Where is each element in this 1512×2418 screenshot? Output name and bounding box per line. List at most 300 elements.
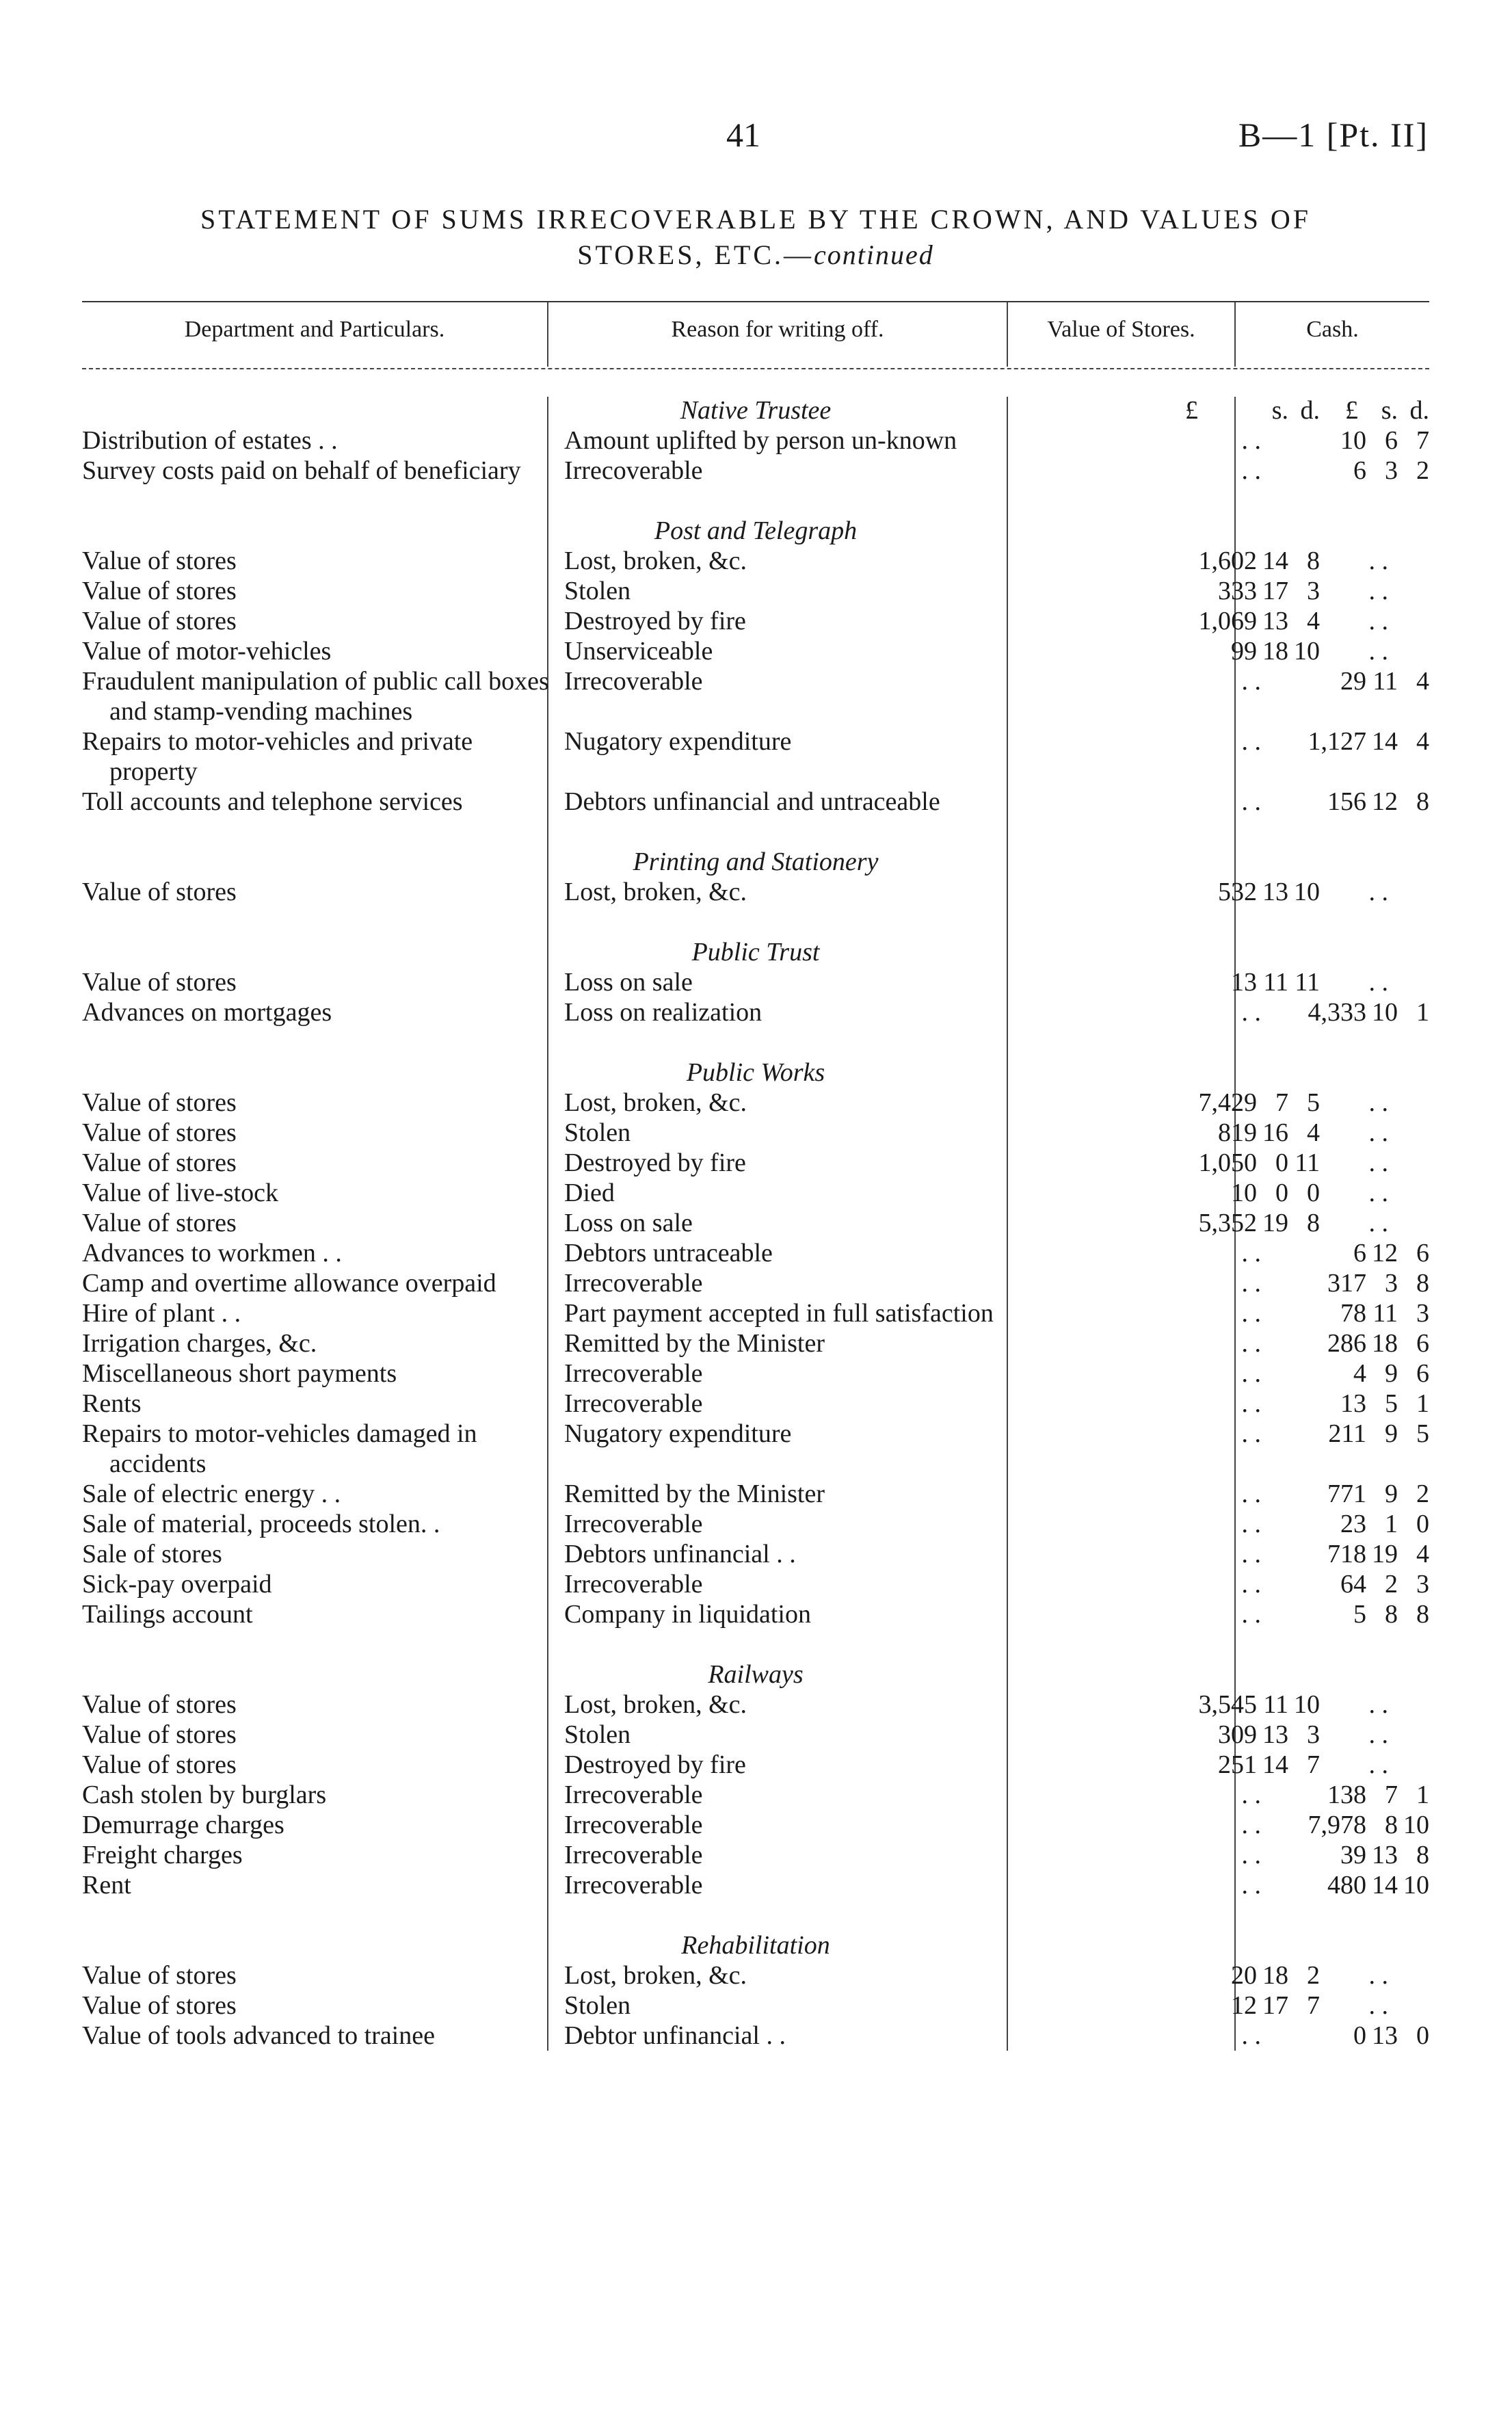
cash-pence: 7 — [1416, 426, 1429, 455]
stores-amount — [1091, 1569, 1320, 1599]
cash-shillings: 3 — [1385, 1269, 1398, 1298]
row-particulars: Repairs to motor-vehicles and private property — [82, 727, 473, 786]
row-particulars: Value of stores — [82, 577, 237, 605]
row-reason-text: Nugatory expenditure — [564, 1419, 792, 1448]
row-reason-text: Lost, broken, &c. — [564, 547, 747, 575]
section-spacer — [82, 486, 1429, 516]
cash-shillings: 10 — [1372, 998, 1398, 1027]
row-stores-value — [1091, 1358, 1320, 1389]
row-reason-text: Irrecoverable — [564, 1570, 703, 1599]
row-stores-value — [1091, 1178, 1320, 1208]
row-stores-value — [1091, 1599, 1320, 1629]
stores-amount — [1091, 1419, 1320, 1449]
cash-shillings: 13 — [1372, 2021, 1398, 2050]
row-stores-value — [1091, 1208, 1320, 1238]
column-header-cash: Cash. — [1306, 317, 1359, 342]
row-particulars: Value of stores — [82, 1209, 237, 1237]
row-particulars: Value of stores — [82, 1750, 237, 1779]
stores-pence: 3 — [1307, 1720, 1320, 1749]
cash-pence: 0 — [1416, 2021, 1429, 2050]
cash-nil-marker: . . — [1368, 1088, 1388, 1117]
row-cash-value — [1335, 1208, 1429, 1238]
table-row — [82, 787, 1429, 817]
stores-amount — [1091, 1780, 1320, 1810]
stores-nil-marker: . . — [1241, 1780, 1261, 1809]
row-stores-value — [1091, 1238, 1320, 1268]
row-reason-text: Debtors unfinancial and untraceable — [564, 787, 940, 816]
row-reason-text: Lost, broken, &c. — [564, 1088, 747, 1117]
row-particulars: Tailings account — [82, 1600, 253, 1629]
row-cash-value — [1335, 1750, 1429, 1780]
row-stores-value — [1091, 967, 1320, 997]
stores-amount — [1091, 606, 1320, 636]
row-stores-value — [1091, 1298, 1320, 1328]
row-particulars: Survey costs paid on behalf of beneficiary — [82, 456, 521, 485]
section-heading: Railways — [708, 1660, 804, 1689]
stores-amount — [1091, 1238, 1320, 1268]
cash-pence: 3 — [1416, 1299, 1429, 1328]
section-heading: Rehabilitation — [681, 1931, 830, 1960]
cash-pence: 1 — [1416, 998, 1429, 1027]
row-reason-text: Debtor unfinancial . . — [564, 2021, 786, 2050]
stores-amount — [1091, 1178, 1320, 1208]
table-row — [82, 1328, 1429, 1358]
cash-amount — [1335, 877, 1429, 907]
cash-pounds: 5 — [1353, 1600, 1366, 1629]
row-cash-value — [1335, 1148, 1429, 1178]
table-row — [82, 1208, 1429, 1238]
stores-pence-unit: d. — [1300, 396, 1320, 425]
cash-amount — [1328, 1419, 1429, 1449]
row-particulars: Value of stores — [82, 547, 237, 575]
stores-pounds: 10 — [1231, 1179, 1257, 1207]
row-particulars: Demurrage charges — [82, 1811, 284, 1839]
row-reason-text: Irrecoverable — [564, 1269, 703, 1298]
table-row — [82, 1960, 1429, 1990]
cash-amount — [1335, 1088, 1429, 1118]
row-reason-text: Lost, broken, &c. — [564, 878, 747, 906]
stores-amount — [1091, 1599, 1320, 1629]
cash-amount — [1327, 1780, 1429, 1810]
cash-amount — [1308, 726, 1429, 757]
cash-pence: 2 — [1416, 456, 1429, 485]
cash-pounds: 23 — [1340, 1510, 1366, 1538]
row-particulars: Cash stolen by burglars — [82, 1780, 327, 1809]
row-cash-value — [1335, 1389, 1429, 1419]
stores-nil-marker: . . — [1241, 727, 1261, 756]
row-cash-value — [1335, 636, 1429, 666]
section-spacer — [82, 817, 1429, 847]
row-stores-value — [1091, 1720, 1320, 1750]
row-cash-value — [1335, 666, 1429, 696]
row-stores-value — [1091, 1960, 1320, 1990]
cash-shillings: 13 — [1372, 1841, 1398, 1869]
stores-amount — [1091, 576, 1320, 606]
row-cash-value — [1335, 1720, 1429, 1750]
stores-amount — [1091, 1118, 1320, 1148]
row-reason — [564, 1178, 1067, 1208]
cash-pence: 10 — [1403, 1871, 1429, 1900]
cash-amount — [1327, 1328, 1429, 1358]
row-particulars: Value of stores — [82, 1991, 237, 2020]
row-reason-text: Irrecoverable — [564, 1811, 703, 1839]
row-reason — [564, 1509, 1067, 1539]
table-row — [82, 1118, 1429, 1148]
page-reference: B—1 [Pt. II] — [1238, 116, 1429, 154]
row-reason — [564, 1419, 1067, 1449]
row-stores-value — [1091, 1870, 1320, 1900]
stores-pounds: 99 — [1231, 637, 1257, 666]
stores-pounds: 7,429 — [1198, 1088, 1257, 1117]
cash-amount — [1335, 1509, 1429, 1539]
row-particulars: Rents — [82, 1389, 142, 1418]
row-cash-value — [1335, 1358, 1429, 1389]
stores-nil-marker: . . — [1241, 1570, 1261, 1599]
table-row — [82, 1750, 1429, 1780]
stores-shillings: 14 — [1262, 547, 1288, 575]
stores-nil-marker: . . — [1241, 1811, 1261, 1839]
stores-pounds: 13 — [1231, 968, 1257, 997]
row-cash-value — [1335, 1840, 1429, 1870]
cash-pence: 8 — [1416, 1269, 1429, 1298]
row-reason-text: Stolen — [564, 1991, 631, 2020]
cash-shillings: 8 — [1385, 1600, 1398, 1629]
page-number: 41 — [726, 116, 760, 154]
cash-amount — [1308, 997, 1429, 1027]
table-row — [82, 877, 1429, 907]
cash-amount — [1335, 1569, 1429, 1599]
section-heading: Printing and Stationery — [633, 847, 879, 876]
row-stores-value — [1091, 1328, 1320, 1358]
cash-amount — [1335, 1750, 1429, 1780]
row-stores-value — [1091, 1389, 1320, 1419]
header-bottom-rule — [82, 368, 1429, 369]
stores-nil-marker: . . — [1241, 1329, 1261, 1358]
stores-nil-marker: . . — [1241, 1239, 1261, 1267]
table-row — [82, 1509, 1429, 1539]
row-particulars: Value of live-stock — [82, 1179, 279, 1207]
cash-nil-marker: . . — [1368, 607, 1388, 635]
cash-amount — [1335, 1960, 1429, 1990]
cash-amount — [1335, 456, 1429, 486]
row-particulars: Advances to workmen . . — [82, 1239, 342, 1267]
row-reason — [564, 726, 1067, 757]
row-reason — [564, 1750, 1067, 1780]
cash-amount — [1335, 1238, 1429, 1268]
cash-pounds: 4,333 — [1308, 998, 1366, 1027]
cash-shillings: 14 — [1372, 1871, 1398, 1900]
stores-amount — [1091, 666, 1320, 696]
table-row — [82, 1268, 1429, 1298]
stores-amount — [1091, 1509, 1320, 1539]
row-stores-value — [1091, 997, 1320, 1027]
cash-pounds: 156 — [1327, 787, 1366, 816]
stores-pence: 4 — [1307, 607, 1320, 635]
stores-shillings: 14 — [1262, 1750, 1288, 1779]
stores-nil-marker: . . — [1241, 1419, 1261, 1448]
row-cash-value — [1335, 1088, 1429, 1118]
row-reason-text: Irrecoverable — [564, 1510, 703, 1538]
stores-nil-marker: . . — [1241, 667, 1261, 696]
row-particulars: Value of stores — [82, 878, 237, 906]
row-particulars: Value of stores — [82, 1961, 237, 1990]
stores-pounds: 819 — [1218, 1118, 1257, 1147]
cash-pound-unit: £ — [1345, 396, 1358, 425]
cash-nil-marker: . . — [1368, 1690, 1388, 1719]
cash-amount — [1327, 787, 1429, 817]
stores-pounds: 251 — [1218, 1750, 1257, 1779]
stores-pence: 8 — [1307, 547, 1320, 575]
cash-amount — [1308, 1810, 1429, 1840]
cash-amount — [1335, 1118, 1429, 1148]
cash-nil-marker: . . — [1368, 547, 1388, 575]
row-stores-value — [1091, 1840, 1320, 1870]
row-reason — [564, 1298, 1067, 1328]
stores-amount — [1091, 967, 1320, 997]
title-line-2-main: STORES, ETC.— — [577, 239, 814, 270]
row-reason-text: Irrecoverable — [564, 1389, 703, 1418]
stores-shillings: 13 — [1262, 878, 1288, 906]
cash-pounds: 10 — [1340, 426, 1366, 455]
row-cash-value — [1335, 877, 1429, 907]
stores-amount — [1091, 787, 1320, 817]
row-stores-value — [1091, 1690, 1320, 1720]
column-header-stores: Value of Stores. — [1047, 317, 1195, 342]
stores-pounds: 12 — [1231, 1991, 1257, 2020]
cash-pence: 6 — [1416, 1239, 1429, 1267]
column-header-reason: Reason for writing off. — [671, 317, 884, 342]
cash-nil-marker: . . — [1368, 968, 1388, 997]
stores-amount — [1091, 1268, 1320, 1298]
cash-amount — [1327, 1539, 1429, 1569]
table-row — [82, 1569, 1429, 1599]
section-spacer — [82, 1900, 1429, 1930]
table-row — [82, 576, 1429, 606]
table-row — [82, 967, 1429, 997]
row-stores-value — [1091, 1539, 1320, 1569]
row-reason-text: Destroyed by fire — [564, 607, 746, 635]
cash-shillings: 6 — [1385, 426, 1398, 455]
row-particulars: Sale of electric energy . . — [82, 1480, 341, 1508]
row-particulars: Irrigation charges, &c. — [82, 1329, 317, 1358]
row-reason — [564, 1358, 1067, 1389]
table-row — [82, 1690, 1429, 1720]
row-reason — [564, 877, 1067, 907]
cash-nil-marker: . . — [1368, 1961, 1388, 1990]
row-cash-value — [1335, 1690, 1429, 1720]
table-row — [82, 1298, 1429, 1328]
table-row — [82, 1810, 1429, 1840]
row-reason-text: Irrecoverable — [564, 456, 703, 485]
row-stores-value — [1091, 1990, 1320, 2021]
cash-shillings: 8 — [1385, 1811, 1398, 1839]
table-row — [82, 726, 1429, 787]
row-reason — [564, 666, 1067, 696]
cash-shillings: 2 — [1385, 1570, 1398, 1599]
stores-pound-unit: £ — [1185, 396, 1198, 425]
title-line-1: STATEMENT OF SUMS IRRECOVERABLE BY THE CROWN, AND VALUES OF — [200, 204, 1312, 235]
stores-pence: 2 — [1307, 1961, 1320, 1990]
cash-amount — [1335, 1599, 1429, 1629]
row-cash-value — [1335, 1238, 1429, 1268]
stores-nil-marker: . . — [1241, 1359, 1261, 1388]
row-reason-text: Amount uplifted by person un-known — [564, 426, 957, 455]
table-row — [82, 1780, 1429, 1810]
stores-amount — [1091, 1690, 1320, 1720]
row-cash-value — [1335, 606, 1429, 636]
stores-amount — [1091, 1358, 1320, 1389]
cash-amount — [1335, 1148, 1429, 1178]
cash-nil-marker: . . — [1368, 1750, 1388, 1779]
row-reason-text: Nugatory expenditure — [564, 727, 792, 756]
cash-pounds: 64 — [1340, 1570, 1366, 1599]
cash-shillings: 11 — [1372, 1299, 1398, 1328]
cash-amount — [1327, 1479, 1429, 1509]
row-cash-value — [1335, 576, 1429, 606]
cash-pence: 8 — [1416, 1600, 1429, 1629]
stores-pounds: 333 — [1218, 577, 1257, 605]
row-particulars: Advances on mortgages — [82, 998, 332, 1027]
table-row — [82, 1990, 1429, 2021]
stores-amount — [1091, 1328, 1320, 1358]
cash-amount — [1335, 1208, 1429, 1238]
column-header-department: Department and Particulars. — [184, 317, 445, 342]
table-top-rule — [82, 301, 1429, 302]
row-cash-value — [1335, 2021, 1429, 2051]
cash-shillings: 12 — [1372, 787, 1398, 816]
cash-pence: 2 — [1416, 1480, 1429, 1508]
cash-pence: 4 — [1416, 727, 1429, 756]
cash-pence: 8 — [1416, 1841, 1429, 1869]
row-stores-value — [1091, 2021, 1320, 2051]
row-cash-value — [1335, 1509, 1429, 1539]
table-row — [82, 1870, 1429, 1900]
cash-pounds: 718 — [1327, 1540, 1366, 1568]
table-row — [82, 456, 1429, 486]
stores-pounds: 309 — [1218, 1720, 1257, 1749]
title-continued: continued — [814, 239, 934, 270]
row-cash-value — [1335, 1599, 1429, 1629]
cash-shillings: 14 — [1372, 727, 1398, 756]
row-particulars: Fraudulent manipulation of public call boxes and stamp-vending machines — [82, 667, 549, 726]
row-particulars: Value of stores — [82, 968, 237, 997]
row-reason-text: Destroyed by fire — [564, 1148, 746, 1177]
stores-amount — [1091, 1750, 1320, 1780]
section-spacer — [82, 1027, 1429, 1057]
stores-pounds: 1,069 — [1198, 607, 1257, 635]
row-cash-value — [1335, 967, 1429, 997]
cash-amount — [1335, 1178, 1429, 1208]
row-cash-value — [1327, 1479, 1429, 1509]
row-reason-text: Remitted by the Minister — [564, 1329, 825, 1358]
cash-pounds: 78 — [1340, 1299, 1366, 1328]
cash-pounds: 317 — [1327, 1269, 1366, 1298]
stores-amount — [1091, 726, 1320, 757]
cash-shillings: 9 — [1385, 1480, 1398, 1508]
row-stores-value — [1091, 1118, 1320, 1148]
row-particulars: Value of stores — [82, 607, 237, 635]
table-row — [82, 1599, 1429, 1629]
row-stores-value — [1091, 787, 1320, 817]
statement-table — [82, 395, 1429, 2051]
row-particulars: Sale of material, proceeds stolen. . — [82, 1510, 440, 1538]
stores-amount — [1091, 1840, 1320, 1870]
stores-amount — [1091, 546, 1320, 576]
cash-nil-marker: . . — [1368, 1118, 1388, 1147]
row-reason-text: Stolen — [564, 577, 631, 605]
cash-pounds: 4 — [1353, 1359, 1366, 1388]
row-reason-text: Debtors unfinancial . . — [564, 1540, 796, 1568]
row-reason — [564, 546, 1067, 576]
row-cash-value — [1335, 1960, 1429, 1990]
section-heading: Native Trustee — [680, 396, 832, 425]
stores-nil-marker: . . — [1241, 1600, 1261, 1629]
cash-pounds: 29 — [1340, 667, 1366, 696]
stores-amount — [1091, 1539, 1320, 1569]
table-row — [82, 1178, 1429, 1208]
row-reason — [564, 1479, 1067, 1509]
row-reason-text: Died — [564, 1179, 615, 1207]
cash-pounds: 6 — [1353, 456, 1366, 485]
stores-shillings: 0 — [1275, 1148, 1288, 1177]
cash-nil-marker: . . — [1368, 878, 1388, 906]
cash-amount — [1327, 1268, 1429, 1298]
row-cash-value — [1335, 1178, 1429, 1208]
row-stores-value — [1091, 425, 1320, 456]
row-cash-value — [1327, 1780, 1429, 1810]
row-stores-value — [1091, 1569, 1320, 1599]
stores-nil-marker: . . — [1241, 1510, 1261, 1538]
stores-nil-marker: . . — [1241, 1841, 1261, 1869]
stores-nil-marker: . . — [1241, 1299, 1261, 1328]
cash-amount — [1335, 636, 1429, 666]
row-reason-text: Stolen — [564, 1720, 631, 1749]
stores-pence: 11 — [1295, 968, 1320, 997]
row-stores-value — [1091, 1419, 1320, 1449]
stores-amount — [1091, 1870, 1320, 1900]
cash-amount — [1335, 666, 1429, 696]
row-reason — [564, 2021, 1067, 2051]
row-reason — [564, 1990, 1067, 2021]
stores-amount — [1091, 1148, 1320, 1178]
stores-pence: 7 — [1307, 1991, 1320, 2020]
stores-pounds: 1,050 — [1198, 1148, 1257, 1177]
table-row — [82, 1088, 1429, 1118]
table-row — [82, 1238, 1429, 1268]
stores-nil-marker: . . — [1241, 1480, 1261, 1508]
row-particulars: Freight charges — [82, 1841, 243, 1869]
stores-pence: 4 — [1307, 1118, 1320, 1147]
stores-pence: 3 — [1307, 577, 1320, 605]
stores-nil-marker: . . — [1241, 1389, 1261, 1418]
cash-amount — [1335, 967, 1429, 997]
cash-shillings: 12 — [1372, 1239, 1398, 1267]
cash-pounds: 39 — [1340, 1841, 1366, 1869]
row-cash-value — [1335, 1118, 1429, 1148]
stores-pence: 7 — [1307, 1750, 1320, 1779]
table-row — [82, 997, 1429, 1027]
row-reason — [564, 1088, 1067, 1118]
cash-amount — [1327, 1870, 1429, 1900]
cash-pence: 1 — [1416, 1780, 1429, 1809]
cash-amount — [1335, 1298, 1429, 1328]
cash-shillings: 3 — [1385, 456, 1398, 485]
cash-shillings: 1 — [1385, 1510, 1398, 1538]
table-row — [82, 1148, 1429, 1178]
row-particulars: Miscellaneous short payments — [82, 1359, 397, 1388]
row-cash-value — [1335, 425, 1429, 456]
cash-amount — [1335, 1690, 1429, 1720]
